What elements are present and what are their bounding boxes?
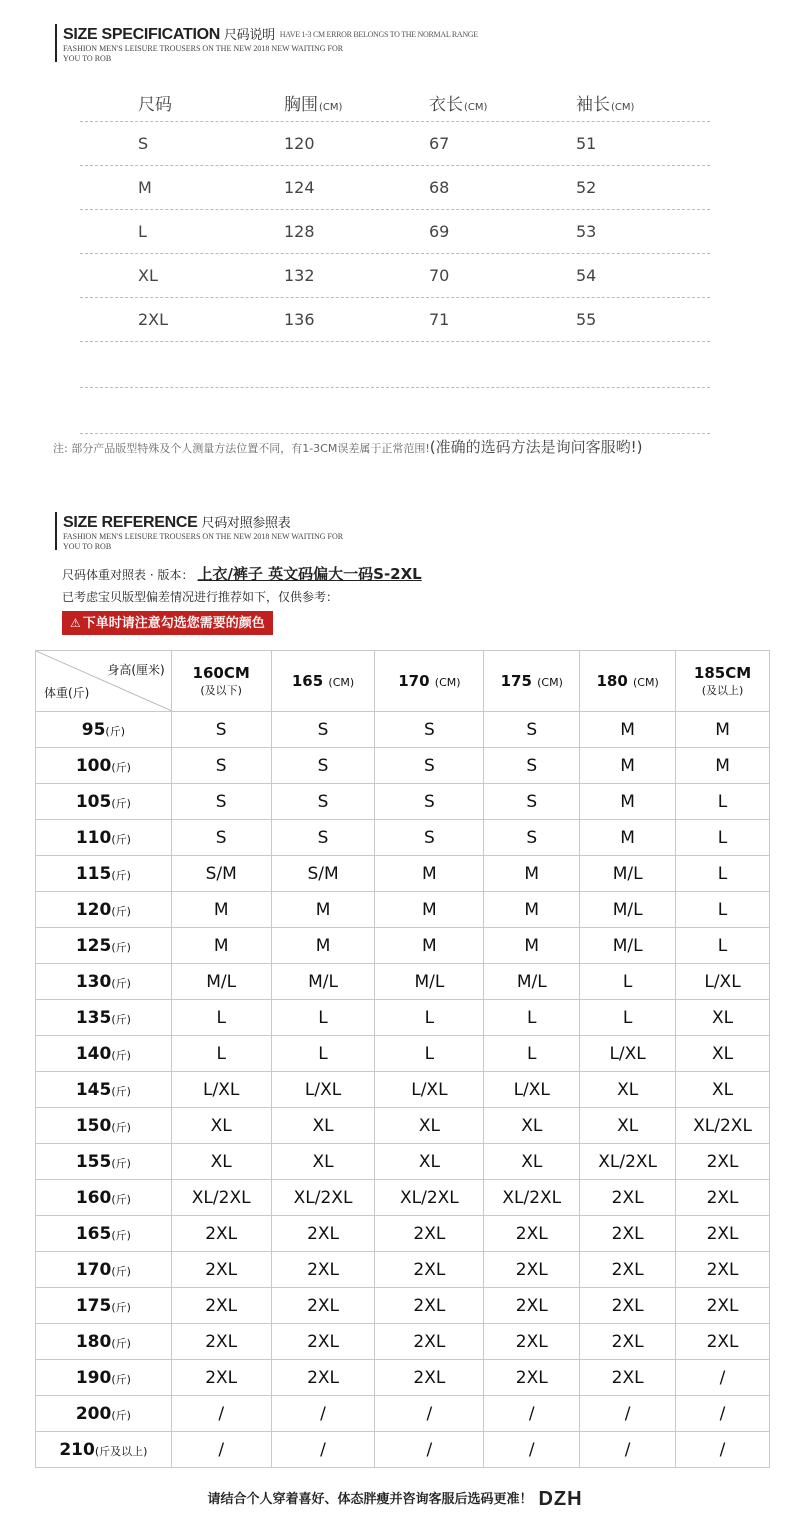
weight-unit: (斤) [111,1408,131,1422]
size-cell: M/L [580,856,676,892]
size-cell: 2XL [676,1216,770,1252]
table-row [36,1288,770,1324]
size-cell: M [580,712,676,748]
size-cell: XL [484,1144,580,1180]
corner-height-label: 身高(厘米) [107,663,165,677]
size-cell: M [484,892,580,928]
table-row [36,1036,770,1072]
height-header-sub: (CM) [434,676,461,689]
size-cell: 2XL [375,1360,484,1396]
table-row [36,964,770,1000]
spec-cell-sleeve: 53 [576,222,597,241]
reference-header-row [36,651,770,712]
size-ref-version-highlight: 上衣/裤子 英文码偏大一码S-2XL [197,565,422,583]
weight-unit: (斤) [111,940,131,954]
size-cell: S/M [171,856,271,892]
size-cell: M [676,748,770,784]
size-cell: XL [271,1144,375,1180]
size-spec-title [63,24,478,44]
weight-unit: (斤) [111,1336,131,1350]
size-cell: 2XL [171,1360,271,1396]
table-row [36,1180,770,1216]
size-cell: 2XL [375,1216,484,1252]
table-row [36,1432,770,1468]
weight-value: 175 [75,1295,112,1316]
size-cell: XL [375,1144,484,1180]
size-cell: XL/2XL [375,1180,484,1216]
size-cell: 2XL [271,1216,375,1252]
weight-value: 115 [75,863,112,884]
size-cell: S [484,784,580,820]
size-ref-version-line [62,563,422,584]
size-cell: M [580,748,676,784]
weight-value: 95 [81,719,106,740]
weight-value: 180 [75,1331,112,1352]
size-cell: L [171,1000,271,1036]
table-row [36,712,770,748]
footer-tip-text: 请结合个人穿着喜好、体态胖瘦并咨询客服后选码更准！ [207,1492,533,1507]
weight-unit: (斤及以上) [94,1444,148,1458]
weight-value: 165 [75,1223,112,1244]
size-spec-header [55,24,478,62]
spec-row [80,298,710,342]
spec-cell-length: 71 [429,310,450,329]
spec-cell-chest: 120 [284,134,315,153]
height-header-main: 160CM [192,664,250,682]
weight-cell [36,856,172,892]
weight-value: 130 [75,971,112,992]
spec-cell-chest: 128 [284,222,315,241]
size-cell: / [171,1396,271,1432]
height-header-185 [676,651,770,712]
size-cell: / [580,1396,676,1432]
size-cell: S [484,712,580,748]
size-cell: 2XL [484,1216,580,1252]
size-spec-footnote [53,436,642,457]
spec-cell-sleeve: 54 [576,266,597,285]
size-cell: L [580,1000,676,1036]
table-row [36,1252,770,1288]
size-cell: XL [676,1036,770,1072]
size-cell: 2XL [271,1252,375,1288]
size-spec-footnote-small: 注: 部分产品版型特殊及个人测量方法位置不同，有1-3CM误差属于正常范围! [53,442,430,455]
weight-cell [36,928,172,964]
size-cell: L [484,1000,580,1036]
size-cell: L/XL [484,1072,580,1108]
size-reference-table [35,650,770,1468]
weight-cell [36,748,172,784]
spec-cell-size: 2XL [138,310,169,329]
spec-cell-chest: 124 [284,178,315,197]
size-cell: 2XL [171,1324,271,1360]
size-cell: 2XL [271,1288,375,1324]
weight-cell [36,1396,172,1432]
weight-cell [36,964,172,1000]
size-cell: L [375,1036,484,1072]
height-header-sub: (及以上) [701,684,744,697]
size-cell: 2XL [375,1252,484,1288]
weight-unit: (斤) [111,1372,131,1386]
size-cell: 2XL [676,1252,770,1288]
height-header-165 [271,651,375,712]
size-spec-subtitle-1: FASHION MEN'S LEISURE TROUSERS ON THE NEW 2018 NEW WAITING FOR [63,44,344,53]
size-spec-note: HAVE 1-3 CM ERROR BELONGS TO THE NORMAL RANGE [279,30,478,40]
size-cell: S/M [271,856,375,892]
size-cell: M [484,856,580,892]
size-cell: L [580,964,676,1000]
brand-logo: DZH [538,1488,583,1510]
weight-unit: (斤) [111,832,131,846]
table-row [36,1144,770,1180]
size-cell: S [375,784,484,820]
size-cell: 2XL [676,1324,770,1360]
size-cell: M [171,928,271,964]
size-cell: S [271,820,375,856]
weight-value: 135 [75,1007,112,1028]
size-cell: L/XL [375,1072,484,1108]
size-cell: XL/2XL [580,1144,676,1180]
weight-unit: (斤) [111,904,131,918]
footer-tip [0,1488,790,1511]
size-cell: L [676,856,770,892]
height-header-sub: (及以下) [200,684,242,697]
size-cell: M/L [171,964,271,1000]
weight-cell [36,1072,172,1108]
spec-col-chest: 胸围(CM) [284,95,343,115]
height-header-160 [171,651,271,712]
size-cell: L [676,784,770,820]
weight-value: 100 [75,755,112,776]
size-cell: / [271,1432,375,1468]
size-cell: 2XL [676,1144,770,1180]
size-cell: S [375,820,484,856]
size-cell: XL [171,1144,271,1180]
spec-col-sleeve: 袖长(CM) [576,95,635,115]
spec-cell-size: S [138,134,149,153]
size-spec-title-cn: 尺码说明 [223,28,275,43]
table-row [36,1216,770,1252]
size-cell: L [676,892,770,928]
height-header-175 [484,651,580,712]
spec-cell-size: XL [138,266,158,285]
size-cell: M [375,856,484,892]
size-spec-header-row [80,78,710,122]
size-cell: S [375,712,484,748]
spec-row [80,122,710,166]
size-cell: / [676,1360,770,1396]
table-row [36,748,770,784]
color-warning-banner [62,611,273,635]
size-cell: M [676,712,770,748]
size-spec-subtitle-2: YOU TO ROB [63,54,112,63]
weight-value: 120 [75,899,112,920]
spec-cell-size: M [138,178,152,197]
size-cell: S [484,748,580,784]
size-ref-subtitle-2: YOU TO ROB [63,542,112,551]
height-header-sub: (CM) [633,676,659,689]
height-header-main: 180 [596,672,628,690]
size-cell: 2XL [580,1288,676,1324]
size-cell: 2XL [676,1180,770,1216]
size-cell: 2XL [580,1216,676,1252]
size-cell: / [271,1396,375,1432]
weight-value: 145 [75,1079,112,1100]
weight-unit: (斤) [111,1264,131,1278]
size-cell: / [484,1396,580,1432]
size-cell: XL [375,1108,484,1144]
table-row [36,1108,770,1144]
size-cell: XL [676,1000,770,1036]
size-cell: S [271,712,375,748]
table-row [36,784,770,820]
weight-cell [36,1000,172,1036]
size-cell: M [271,928,375,964]
size-cell: 2XL [171,1288,271,1324]
weight-value: 140 [75,1043,112,1064]
size-cell: / [375,1396,484,1432]
size-cell: / [484,1432,580,1468]
size-cell: L/XL [171,1072,271,1108]
size-cell: XL [271,1108,375,1144]
size-ref-note: 已考虑宝贝版型偏差情况进行推荐如下，仅供参考： [62,590,339,604]
height-header-main: 170 [398,672,430,690]
size-cell: L [271,1000,375,1036]
weight-value: 200 [75,1403,112,1424]
weight-cell [36,1036,172,1072]
size-cell: S [271,784,375,820]
size-cell: S [271,748,375,784]
weight-value: 150 [75,1115,112,1136]
table-row [36,928,770,964]
table-row [36,820,770,856]
size-cell: 2XL [676,1288,770,1324]
size-cell: XL/2XL [676,1108,770,1144]
size-cell: 2XL [580,1324,676,1360]
size-cell: XL [484,1108,580,1144]
size-spec-title-en: SIZE SPECIFICATION [63,26,220,43]
size-cell: M [171,892,271,928]
size-cell: 2XL [580,1180,676,1216]
size-ref-subtitle-1: FASHION MEN'S LEISURE TROUSERS ON THE NEW 2018 NEW WAITING FOR [63,532,344,541]
size-cell: L [676,928,770,964]
size-cell: 2XL [375,1324,484,1360]
weight-value: 170 [75,1259,112,1280]
size-ref-title-en: SIZE REFERENCE [63,514,198,531]
size-cell: L [676,820,770,856]
weight-unit: (斤) [111,868,131,882]
size-cell: XL [171,1108,271,1144]
reference-table-body [36,712,770,1468]
spec-row [80,166,710,210]
height-header-main: 175 [500,672,532,690]
size-cell: M/L [375,964,484,1000]
spec-cell-sleeve: 52 [576,178,597,197]
size-cell: L [375,1000,484,1036]
size-cell: M [375,892,484,928]
size-cell: 2XL [171,1216,271,1252]
size-ref-title [63,512,343,532]
weight-unit: (斤) [111,1192,131,1206]
diagonal-line [36,651,171,711]
spec-cell-size: L [138,222,147,241]
size-cell: M [375,928,484,964]
height-header-main: 165 [291,672,324,690]
weight-cell [36,1180,172,1216]
spec-cell-length: 68 [429,178,450,197]
weight-value: 160 [75,1187,112,1208]
weight-value: 155 [75,1151,112,1172]
size-cell: M [271,892,375,928]
spec-cell-length: 67 [429,134,450,153]
size-cell: S [171,712,271,748]
size-cell: / [676,1396,770,1432]
weight-unit: (斤) [111,1156,131,1170]
spec-cell-chest: 132 [284,266,315,285]
weight-cell [36,1324,172,1360]
corner-weight-label: 体重(斤) [44,686,90,700]
size-cell: S [375,748,484,784]
size-cell: / [580,1432,676,1468]
spec-col-length: 衣长(CM) [429,95,488,115]
size-cell: / [676,1432,770,1468]
size-cell: S [171,820,271,856]
size-cell: S [171,784,271,820]
size-ref-title-cn: 尺码对照参照表 [201,516,291,531]
size-cell: 2XL [271,1324,375,1360]
size-cell: S [171,748,271,784]
size-cell: 2XL [580,1252,676,1288]
size-cell: XL/2XL [484,1180,580,1216]
table-row [36,1000,770,1036]
size-cell: M/L [580,928,676,964]
weight-value: 125 [75,935,112,956]
size-spec-footnote-big: (准确的选码方法是询问客服哟!) [429,438,643,456]
weight-unit: (斤) [111,1048,131,1062]
weight-unit: (斤) [111,796,131,810]
size-cell: 2XL [375,1288,484,1324]
size-cell: XL [580,1108,676,1144]
size-cell: L [271,1036,375,1072]
weight-cell [36,1108,172,1144]
warning-triangle-icon: ⚠ [70,616,81,630]
table-row [36,1396,770,1432]
table-row [36,1324,770,1360]
weight-unit: (斤) [111,1120,131,1134]
size-cell: 2XL [484,1252,580,1288]
weight-unit: (斤) [111,1228,131,1242]
table-row [36,1360,770,1396]
height-header-sub: (CM) [328,676,355,689]
table-corner-cell [36,651,172,712]
size-cell: 2XL [484,1288,580,1324]
size-cell: S [484,820,580,856]
weight-value: 210 [59,1439,95,1460]
spec-cell-length: 70 [429,266,450,285]
spec-cell-sleeve: 51 [576,134,597,153]
size-cell: XL [676,1072,770,1108]
weight-unit: (斤) [111,1300,131,1314]
spec-cell-sleeve: 55 [576,310,597,329]
size-cell: L/XL [580,1036,676,1072]
spec-row-empty [80,388,710,434]
size-cell: M/L [484,964,580,1000]
weight-cell [36,892,172,928]
weight-cell [36,1432,172,1468]
size-cell: 2XL [271,1360,375,1396]
weight-unit: (斤) [111,760,131,774]
spec-cell-length: 69 [429,222,450,241]
weight-cell [36,820,172,856]
weight-cell [36,712,172,748]
size-cell: XL [580,1072,676,1108]
size-cell: / [171,1432,271,1468]
weight-cell [36,1360,172,1396]
size-cell: 2XL [580,1360,676,1396]
spec-row [80,210,710,254]
height-header-sub: (CM) [537,676,563,689]
weight-cell [36,784,172,820]
weight-cell [36,1144,172,1180]
weight-cell [36,1252,172,1288]
weight-unit: (斤) [111,976,131,990]
weight-unit: (斤) [105,724,125,738]
weight-cell [36,1288,172,1324]
size-cell: L/XL [271,1072,375,1108]
size-cell: / [375,1432,484,1468]
weight-unit: (斤) [111,1084,131,1098]
size-cell: XL/2XL [171,1180,271,1216]
weight-cell [36,1216,172,1252]
weight-unit: (斤) [111,1012,131,1026]
height-header-170 [375,651,484,712]
size-cell: XL/2XL [271,1180,375,1216]
spec-col-size: 尺码 [138,95,172,115]
spec-row-empty [80,342,710,388]
color-warning-text: 下单时请注意勾选您需要的颜色 [82,616,265,631]
weight-value: 110 [75,827,112,848]
size-cell: M/L [271,964,375,1000]
height-header-180 [580,651,676,712]
size-cell: L/XL [676,964,770,1000]
table-row [36,856,770,892]
size-ref-header [55,512,343,550]
size-cell: L [484,1036,580,1072]
size-cell: 2XL [484,1360,580,1396]
size-cell: M [580,820,676,856]
spec-row [80,254,710,298]
size-spec-table [80,78,710,434]
size-ref-version-prefix: 尺码体重对照表 · 版本： [62,568,194,582]
table-row [36,892,770,928]
table-row [36,1072,770,1108]
size-cell: 2XL [484,1324,580,1360]
size-cell: M [484,928,580,964]
size-cell: M [580,784,676,820]
weight-value: 190 [75,1367,112,1388]
size-cell: L [171,1036,271,1072]
size-cell: M/L [580,892,676,928]
size-cell: 2XL [171,1252,271,1288]
spec-cell-chest: 136 [284,310,315,329]
height-header-main: 185CM [693,664,752,682]
weight-value: 105 [75,791,112,812]
